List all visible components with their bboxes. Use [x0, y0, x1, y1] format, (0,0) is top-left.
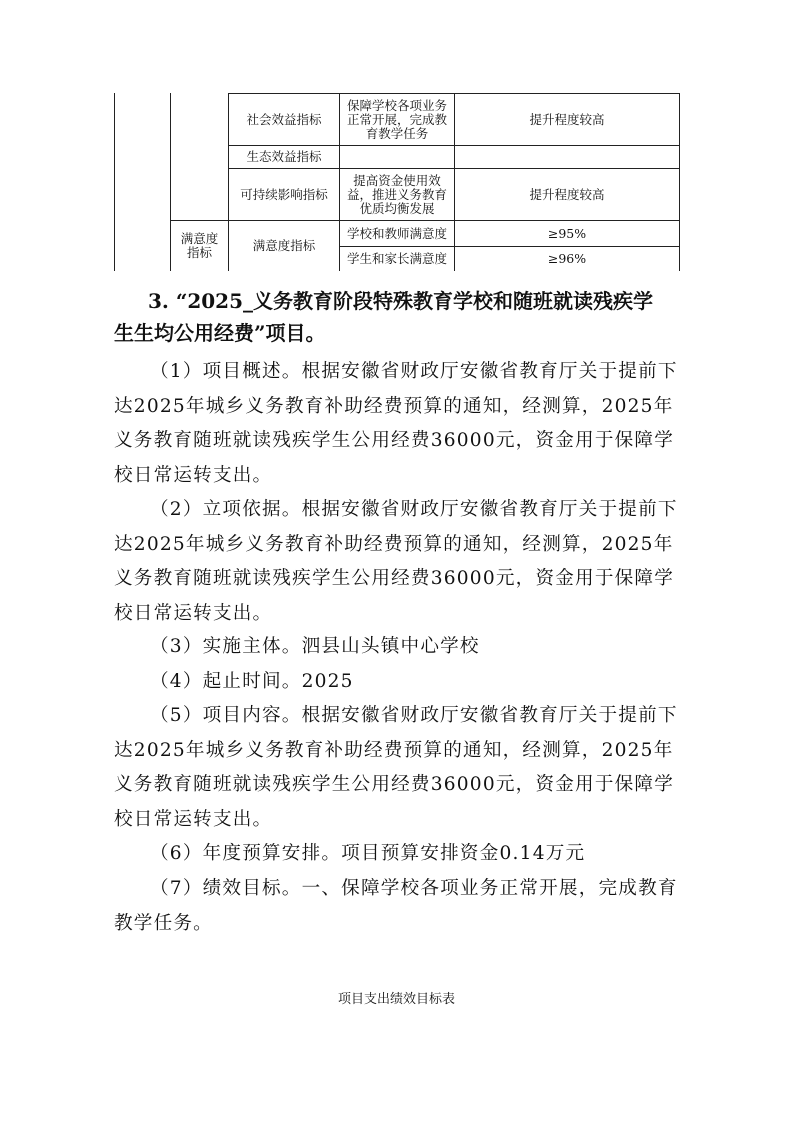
section-heading-line: 3. “2025_义务教育阶段特殊教育学校和随班就读残疾学	[148, 289, 654, 313]
paragraph-text: （4）起止时间。2025	[150, 671, 354, 692]
paragraph	[114, 872, 684, 941]
paragraph	[114, 355, 684, 493]
indicator-content-cell: 提高资金使用效益，推进义务教育优质均衡发展	[346, 172, 447, 216]
paragraph-text: （5）项目内容。根据安徽省财政厅安徽省教育厅关于提前下达2025年城乡义务教育补助经费预算的通知，经测算，2025年义务教育随班就读残疾学生公用经费36000元，资金用于保障学校日常运转支出。	[114, 705, 678, 830]
table-caption: 项目支出绩效目标表	[337, 992, 455, 1007]
paragraph-text: （1）项目概述。根据安徽省财政厅安徽省教育厅关于提前下达2025年城乡义务教育补助经费预算的通知，经测算，2025年义务教育随班就读残疾学生公用经费36000元，资金用于保障学校日常运转支出。	[114, 361, 678, 486]
indicator-content-cell: 学生和家长满意度	[346, 251, 447, 266]
indicator-content-cell	[340, 146, 454, 168]
sub-indicator-cell: 社会效益指标	[246, 111, 322, 127]
indicator-value-cell: 提升程度较高	[529, 186, 605, 202]
indicator-value-cell: ≥96%	[547, 251, 587, 266]
paragraph	[114, 699, 684, 837]
sub-indicator-cell: 可持续影响指标	[240, 186, 328, 202]
paragraph	[114, 493, 684, 631]
performance-table	[114, 93, 680, 271]
paragraph-text: （7）绩效目标。一、保障学校各项业务正常开展，完成教育教学任务。	[114, 878, 678, 934]
indicator-content-cell: 保障学校各项业务正常开展，完成教育教学任务	[346, 97, 447, 141]
paragraph	[114, 665, 684, 700]
indicator-category-cell: 满意度指标	[180, 231, 219, 260]
section-heading	[114, 285, 708, 349]
sub-indicator-cell: 生态效益指标	[246, 149, 322, 164]
section-heading-line: 生生均公用经费”项目。	[114, 321, 326, 345]
sub-indicator-cell: 满意度指标	[252, 238, 316, 253]
paragraph-text: （2）立项依据。根据安徽省财政厅安徽省教育厅关于提前下达2025年城乡义务教育补助经费预算的通知，经测算，2025年义务教育随班就读残疾学生公用经费36000元，资金用于保障学校日常运转支出。	[114, 499, 678, 624]
indicator-value-cell: ≥95%	[547, 225, 587, 241]
paragraph	[114, 630, 684, 665]
paragraph-text: （6）年度预算安排。项目预算安排资金0.14万元	[150, 843, 586, 864]
paragraph	[114, 837, 684, 872]
indicator-content-cell: 学校和教师满意度	[346, 225, 447, 241]
indicator-value-cell: 提升程度较高	[529, 111, 605, 127]
paragraph-text: （3）实施主体。泗县山头镇中心学校	[150, 636, 480, 657]
indicator-value-cell	[455, 146, 679, 168]
